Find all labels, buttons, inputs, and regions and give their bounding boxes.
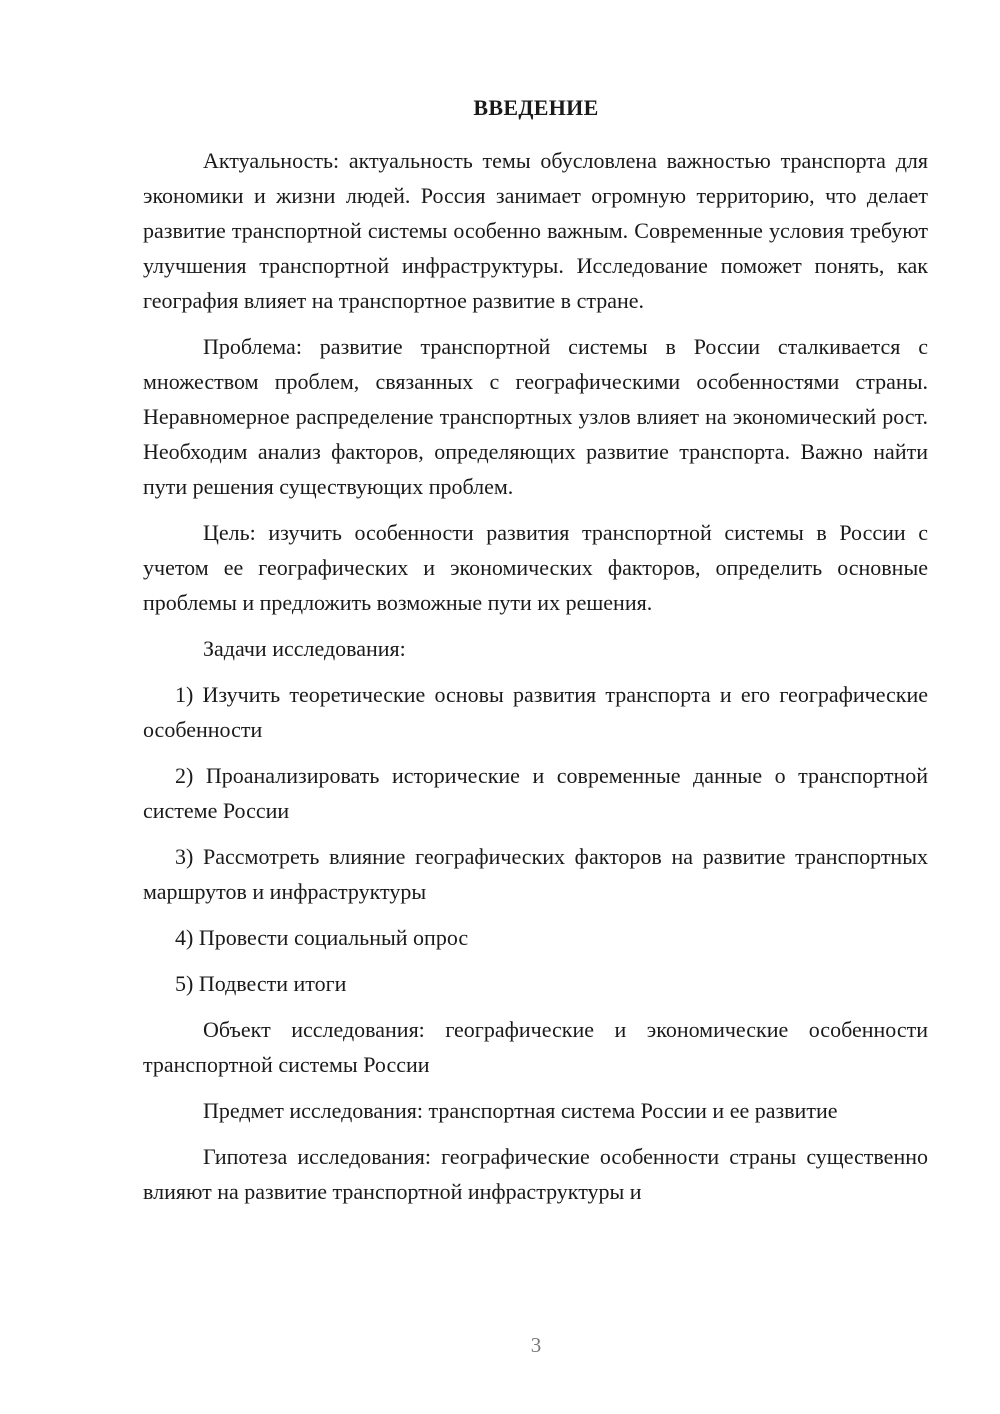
page-number: 3	[530, 1333, 542, 1357]
relevance-paragraph: Актуальность: актуальность темы обусловлена важностью транспорта для экономики и жизни людей. Россия занимает огромную территорию, что делает развитие транспортной системы особенно важным. Современные условия требуют улучшения транспортной инфраструктуры. Исследование поможет понять, как география влияет на транспортное развитие в стране.	[143, 148, 928, 313]
task-item: 3) Рассмотреть влияние географических факторов на развитие транспортных маршрутов и инфраструктуры	[143, 844, 928, 904]
task-item: 2) Проанализировать исторические и современные данные о транспортной системе России	[143, 763, 928, 823]
task-item: 4) Провести социальный опрос	[175, 925, 469, 950]
task-item: 5) Подвести итоги	[175, 971, 347, 996]
goal-paragraph: Цель: изучить особенности развития транспортной системы в России с учетом ее географических и экономических факторов, определить основные проблемы и предложить возможные пути их решения.	[143, 520, 928, 615]
tasks-heading: Задачи исследования:	[203, 636, 406, 661]
page-title: ВВЕДЕНИЕ	[473, 95, 599, 120]
hypothesis-paragraph: Гипотеза исследования: географические особенности страны существенно влияют на развитие транспортной инфраструктуры и	[143, 1144, 928, 1204]
problem-paragraph: Проблема: развитие транспортной системы в России сталкивается с множеством проблем, связанных с географическими особенностями страны. Неравномерное распределение транспортных узлов влияет на экономический рост. Необходим анализ факторов, определяющих развитие транспорта. Важно найти пути решения существующих проблем.	[143, 334, 928, 499]
page-body	[143, 143, 928, 1220]
task-item: 1) Изучить теоретические основы развития транспорта и его географические особенности	[143, 682, 928, 742]
object-paragraph: Объект исследования: географические и экономические особенности транспортной системы России	[143, 1017, 928, 1077]
subject-paragraph: Предмет исследования: транспортная система России и ее развитие	[203, 1098, 838, 1123]
